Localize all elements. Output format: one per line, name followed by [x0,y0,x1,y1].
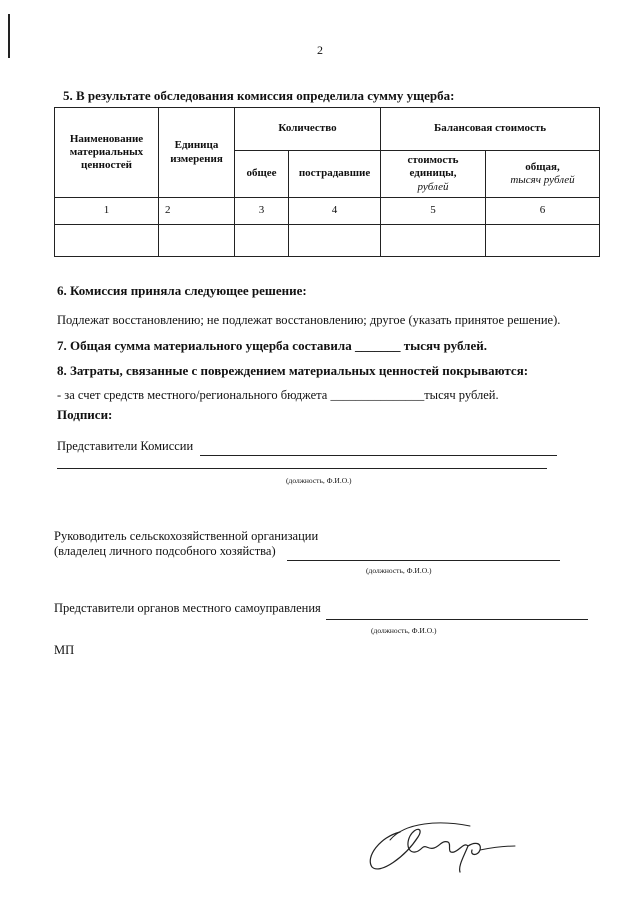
head-signature-line [287,560,560,561]
empty-cell [381,225,486,257]
local-gov-label: Представители органов местного самоуправления [54,601,321,615]
header-qty-total: общее [235,151,289,198]
col-number-6: 6 [486,198,600,225]
col-number-3: 3 [235,198,289,225]
head-caption: (должность, Ф.И.О.) [366,566,432,575]
empty-cell [289,225,381,257]
commission-signature-line [200,455,557,456]
section-8-heading: 8. Затраты, связанные с повреждением материальных ценностей покрываются: [57,363,529,378]
header-total-cost-label: общая, [525,160,560,173]
local-gov-caption: (должность, Ф.И.О.) [371,626,437,635]
header-unit: Единица измерения [159,108,235,198]
header-unit-cost [381,151,486,198]
head-label-line2: (владелец личного подсобного хозяйства) [54,544,276,558]
empty-cell [159,225,235,257]
commission-label: Представители Комиссии [57,439,194,453]
commission-signature-line-2 [57,468,547,469]
stamp-mark: МП [54,643,75,657]
section-5-heading: 5. В результате обследования комиссия определила сумму ущерба: [63,88,455,103]
header-name: Наименование материальных ценностей [55,108,159,198]
head-label-line1: Руководитель сельскохозяйственной организации [54,529,319,543]
section-8-text: - за счет средств местного/регионального бюджета _______________тысяч рублей. [57,388,499,402]
header-unit-cost-label: стоимость единицы, [407,154,459,180]
header-unit-cost-unit: рублей [417,180,449,193]
section-6-text: Подлежат восстановлению; не подлежат восстановлению; другое (указать принятое решение). [57,313,561,327]
empty-cell [55,225,159,257]
header-balance: Балансовая стоимость [381,108,600,151]
empty-cell [486,225,600,257]
local-gov-signature-line [326,619,588,620]
damage-table [54,107,600,257]
header-total-cost-unit: тысяч рублей [510,174,575,186]
empty-cell [235,225,289,257]
signatures-heading: Подписи: [57,407,113,422]
col-number-5: 5 [381,198,486,225]
header-qty-damaged: пострадавшие [289,151,381,198]
section-6-heading: 6. Комиссия приняла следующее решение: [57,283,307,298]
col-number-4: 4 [289,198,381,225]
section-7-heading: 7. Общая сумма материального ущерба составила _______ тысяч рублей. [57,338,487,353]
handwritten-signature [360,812,520,882]
header-quantity: Количество [235,108,381,151]
page-number: 2 [317,43,323,57]
header-total-cost [486,151,600,198]
commission-caption: (должность, Ф.И.О.) [286,476,352,485]
col-number-2: 2 [159,198,235,225]
col-number-1: 1 [55,198,159,225]
